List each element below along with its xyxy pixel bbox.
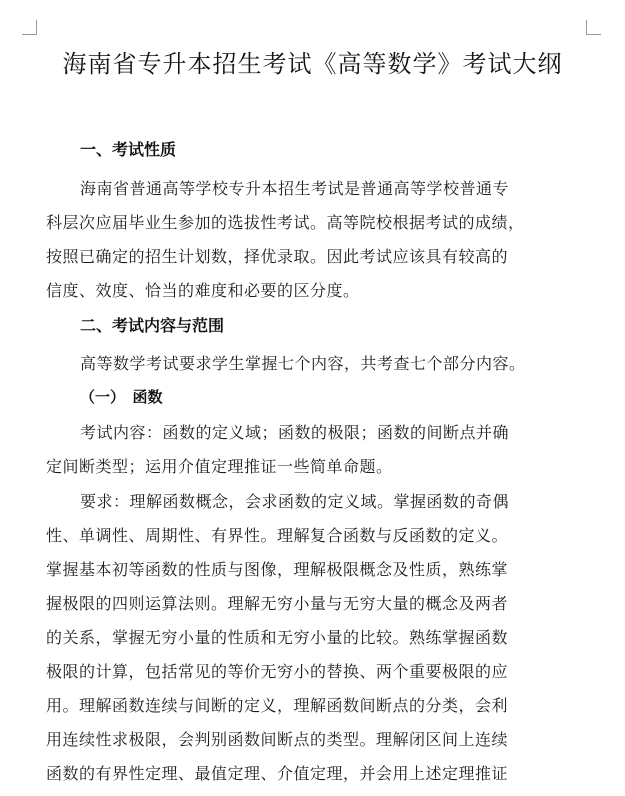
paragraph-line: 用连续性求极限，会判别函数间断点的类型。理解闭区间上连续 xyxy=(46,730,509,749)
paragraph-line: 函数的有界性定理、最值定理、介值定理，并会用上述定理推证 xyxy=(46,764,509,783)
paragraph-line: 极限的计算，包括常见的等价无穷小的替换、两个重要极限的应 xyxy=(46,662,509,681)
paragraph-line: 的关系，掌握无穷小量的性质和无穷小量的比较。熟练掌握函数 xyxy=(46,628,509,647)
section-heading-nature: 一、考试性质 xyxy=(80,140,177,159)
document-title: 海南省专升本招生考试《高等数学》考试大纲 xyxy=(62,50,563,78)
paragraph-line: 高等数学考试要求学生掌握七个内容，共考查七个部分内容。 xyxy=(80,354,526,373)
paragraph-line: 科层次应届毕业生参加的选拔性考试。高等院校根据考试的成绩， xyxy=(46,213,525,232)
paragraph-line: 按照已确定的招生计划数，择优录取。因此考试应该具有较高的 xyxy=(46,247,509,266)
paragraph-line: 握极限的四则运算法则。理解无穷小量与无穷大量的概念及两者 xyxy=(46,594,509,613)
paragraph-line: 信度、效度、恰当的难度和必要的区分度。 xyxy=(46,281,360,300)
paragraph-line: 掌握基本初等函数的性质与图像，理解极限概念及性质，熟练掌 xyxy=(46,560,509,579)
paragraph-line: 定间断类型；运用介值定理推证一些简单命题。 xyxy=(46,457,393,476)
subsection-heading-functions: （一） 函数 xyxy=(80,388,163,406)
paragraph-line: 考试内容：函数的定义域；函数的极限；函数的间断点并确 xyxy=(80,423,510,442)
crop-mark-top-left xyxy=(22,20,37,35)
paragraph-line: 要求：理解函数概念，会求函数的定义域。掌握函数的奇偶 xyxy=(80,492,510,511)
section-heading-content-scope: 二、考试内容与范围 xyxy=(80,316,225,335)
paragraph-line: 性、单调性、周期性、有界性。理解复合函数与反函数的定义。 xyxy=(46,526,509,545)
paragraph-line: 海南省普通高等学校专升本招生考试是普通高等学校普通专 xyxy=(80,179,510,198)
paragraph-line: 用。理解函数连续与间断的定义，理解函数间断点的分类，会利 xyxy=(46,696,509,715)
crop-mark-top-right xyxy=(586,20,601,35)
